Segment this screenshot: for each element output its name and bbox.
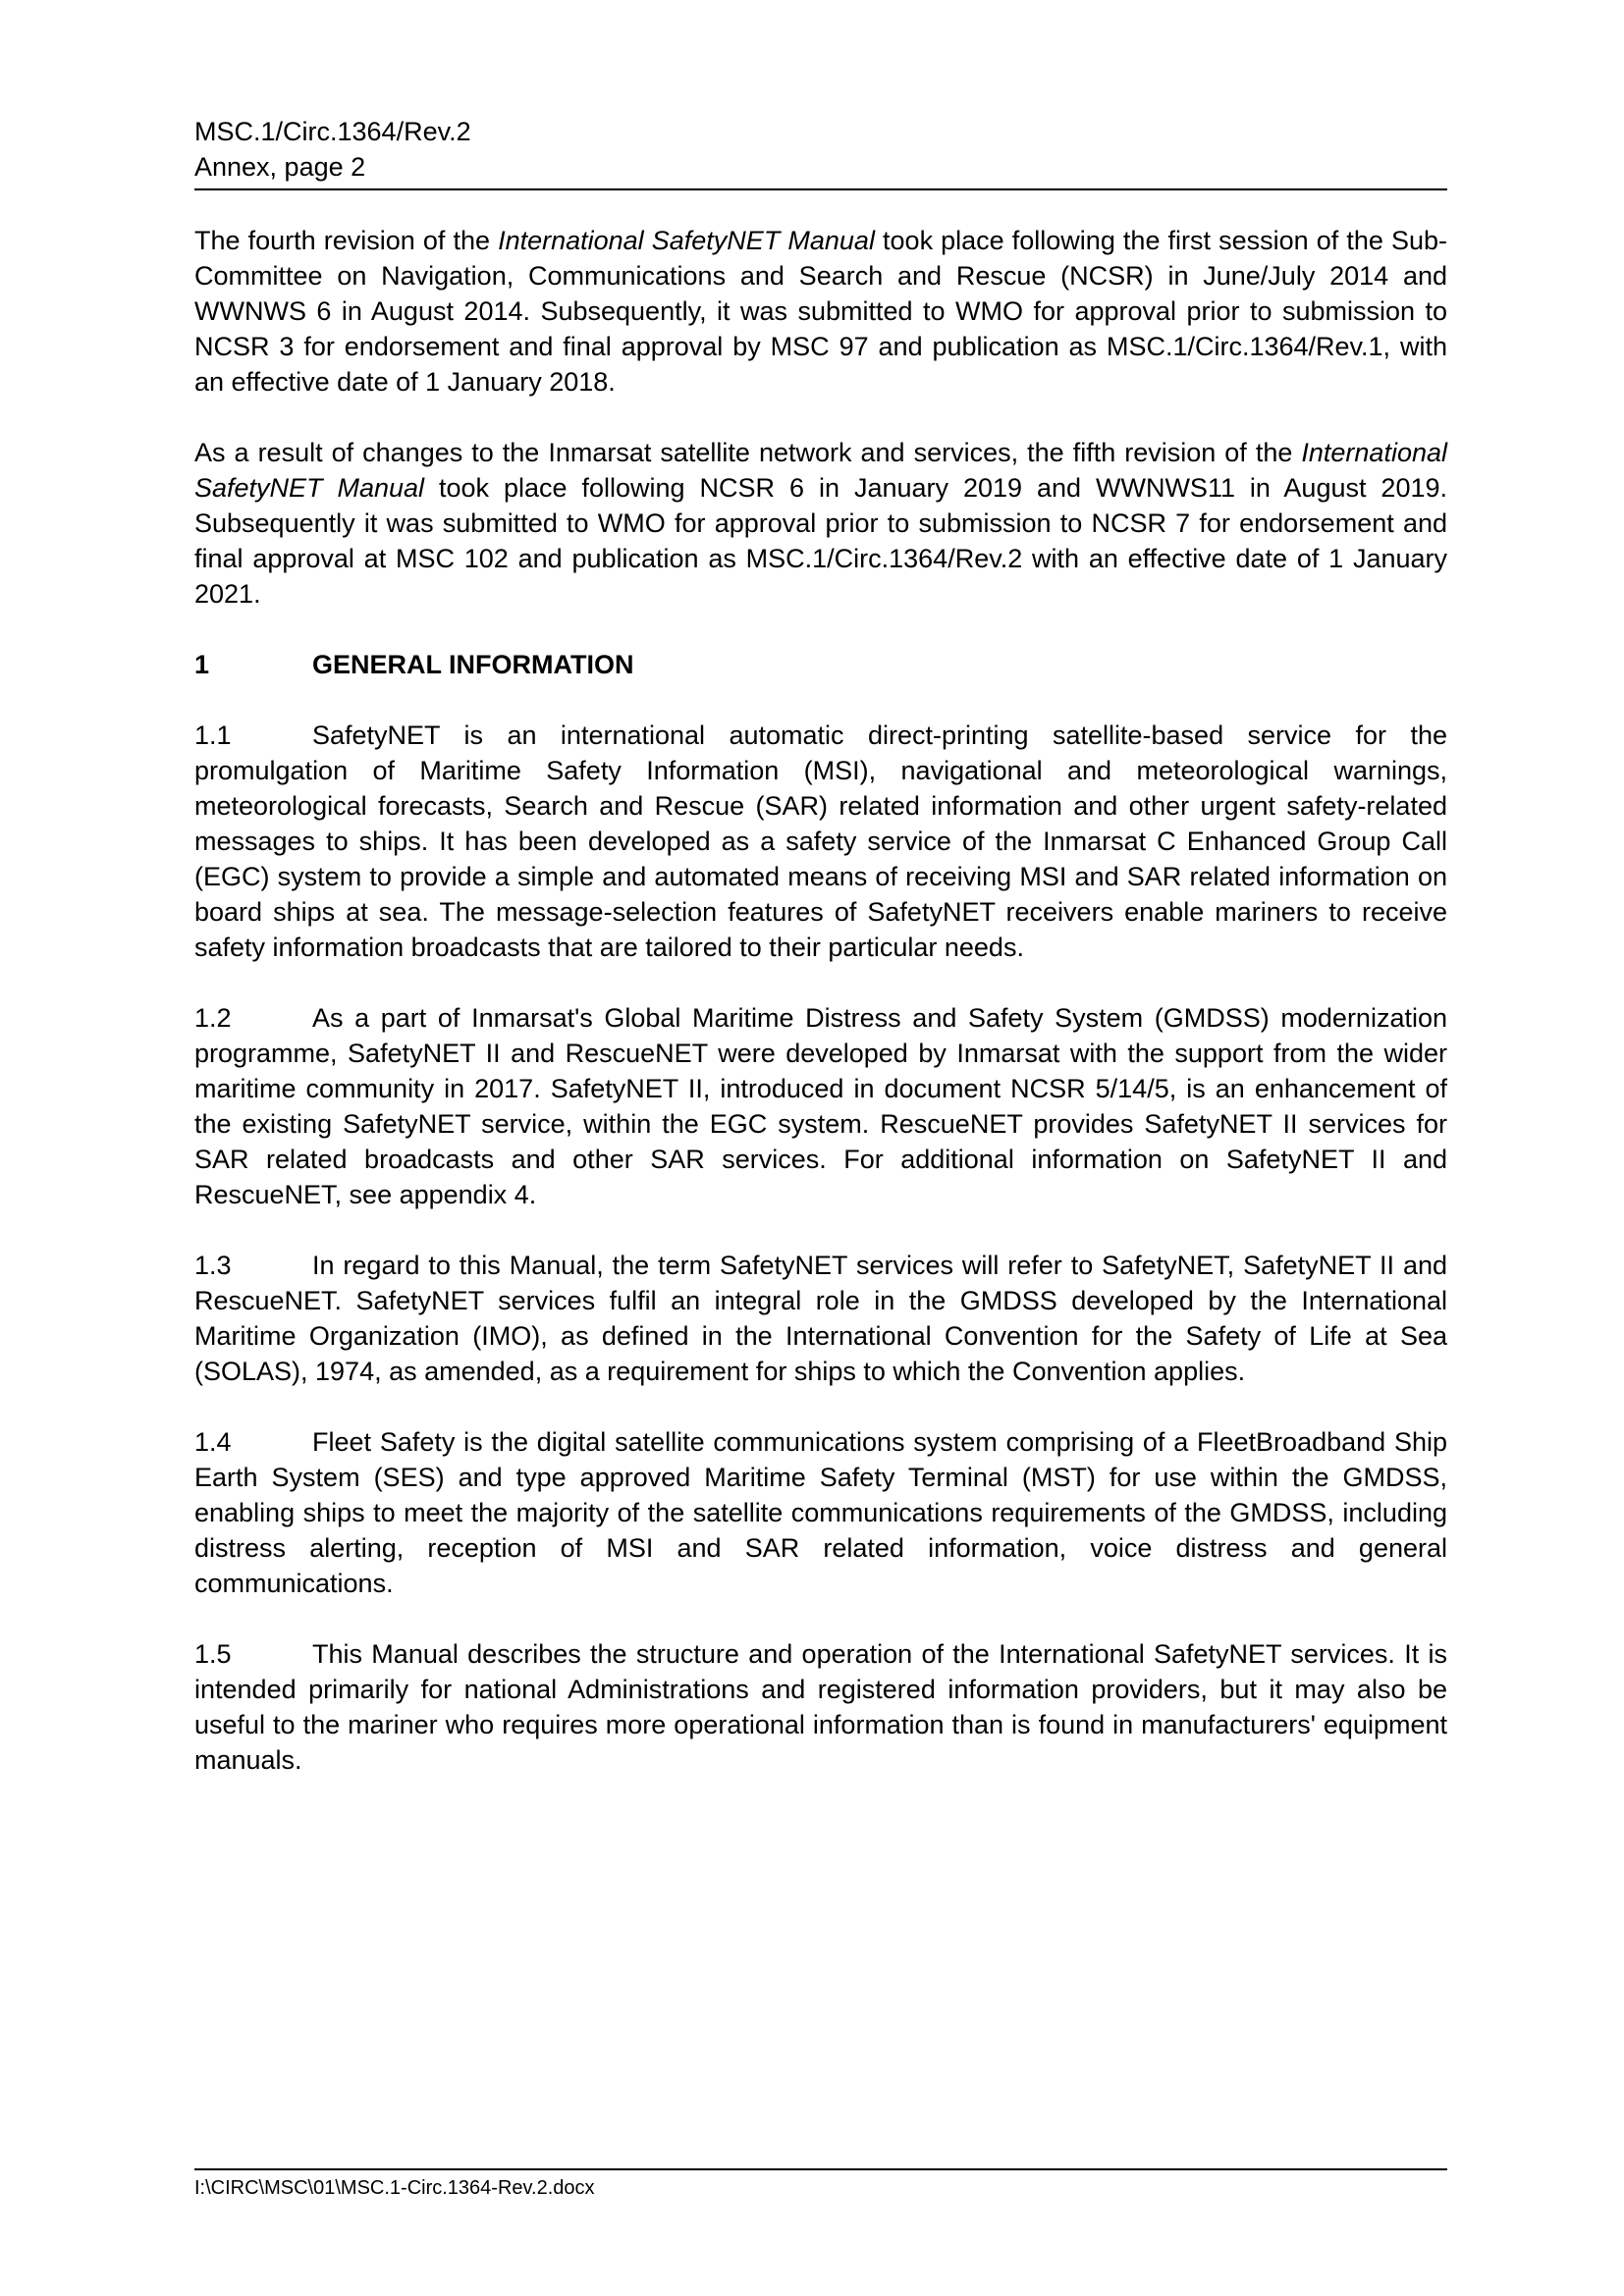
numbered-paragraph	[194, 1424, 1447, 1601]
intro-text-1b: took place following the first session of the Sub-Committee on Navigation, Communications and Search and Rescue (NCSR) in June/July 2014 and WWNWS 6 in August 2014. Subsequently, it was submitted to WMO for approval prior to submission to NCSR 3 for endorsement and final approval by MSC 97 and publication as MSC.1/Circ.1364/Rev.1, with an effective date of 1 January 2018.	[194, 226, 1447, 397]
paragraph-number: 1.5	[194, 1639, 232, 1669]
paragraph-text: In regard to this Manual, the term SafetyNET services will refer to SafetyNET, SafetyNET II and RescueNET. SafetyNET services fulfil an integral role in the GMDSS developed by the International Maritime Organization (IMO), as defined in the International Convention for the Safety of Life at Sea (SOLAS), 1974, as amended, as a requirement for ships to which the Convention applies.	[194, 1251, 1447, 1386]
document-body	[194, 223, 1447, 1813]
section-heading	[194, 647, 1447, 682]
section-title: GENERAL INFORMATION	[312, 650, 634, 679]
page-label: Annex, page 2	[194, 152, 366, 182]
numbered-paragraph	[194, 1636, 1447, 1778]
paragraph-text: This Manual describes the structure and operation of the International SafetyNET services. It is intended primarily for national Administrations and registered information providers, but it may also be useful to the mariner who requires more operational information than is found in manufacturers' equipment manuals.	[194, 1639, 1447, 1775]
page-footer	[194, 2168, 1447, 2201]
intro-text-1a: The fourth revision of the	[194, 226, 499, 255]
intro-text-2b: took place following NCSR 6 in January 2019 and WWNWS11 in August 2019. Subsequently it was submitted to WMO for approval prior to submission to NCSR 7 for endorsement and final approval at MSC 102 and publication as MSC.1/Circ.1364/Rev.2 with an effective date of 1 January 2021.	[194, 473, 1447, 609]
section-number: 1	[194, 650, 210, 679]
paragraph-number: 1.4	[194, 1427, 232, 1457]
page-header	[194, 114, 1447, 190]
numbered-paragraph	[194, 1000, 1447, 1212]
numbered-paragraph	[194, 718, 1447, 965]
intro-paragraph-1	[194, 223, 1447, 400]
manual-title-italic: International SafetyNET Manual	[498, 226, 875, 255]
numbered-paragraph	[194, 1248, 1447, 1389]
file-path: I:\CIRC\MSC\01\MSC.1-Circ.1364-Rev.2.docx	[194, 2177, 595, 2199]
paragraph-number: 1.2	[194, 1003, 232, 1033]
document-reference: MSC.1/Circ.1364/Rev.2	[194, 117, 471, 146]
intro-text-2a: As a result of changes to the Inmarsat satellite network and services, the fifth revision of the	[194, 438, 1302, 467]
paragraph-text: Fleet Safety is the digital satellite communications system comprising of a FleetBroadband Ship Earth System (SES) and type approved Maritime Safety Terminal (MST) for use within the GMDSS, enabling ships to meet the majority of the satellite communications requirements of the GMDSS, including distress alerting, reception of MSI and SAR related information, voice distress and general communications.	[194, 1427, 1447, 1598]
paragraph-number: 1.3	[194, 1251, 232, 1280]
intro-paragraph-2	[194, 435, 1447, 612]
paragraph-number: 1.1	[194, 721, 232, 750]
manual-title-italic: International SafetyNET Manual	[194, 438, 1447, 503]
paragraph-text: As a part of Inmarsat's Global Maritime Distress and Safety System (GMDSS) modernization programme, SafetyNET II and RescueNET were developed by Inmarsat with the support from the wider maritime community in 2017. SafetyNET II, introduced in document NCSR 5/14/5, is an enhancement of the existing SafetyNET service, within the EGC system. RescueNET provides SafetyNET II services for SAR related broadcasts and other SAR services. For additional information on SafetyNET II and RescueNET, see appendix 4.	[194, 1003, 1447, 1209]
paragraph-text: SafetyNET is an international automatic direct-printing satellite-based service for the promulgation of Maritime Safety Information (MSI), navigational and meteorological warnings, meteorological forecasts, Search and Rescue (SAR) related information and other urgent safety-related messages to ships. It has been developed as a safety service of the Inmarsat C Enhanced Group Call (EGC) system to provide a simple and automated means of receiving MSI and SAR related information on board ships at sea. The message-selection features of SafetyNET receivers enable mariners to receive safety information broadcasts that are tailored to their particular needs.	[194, 721, 1447, 962]
